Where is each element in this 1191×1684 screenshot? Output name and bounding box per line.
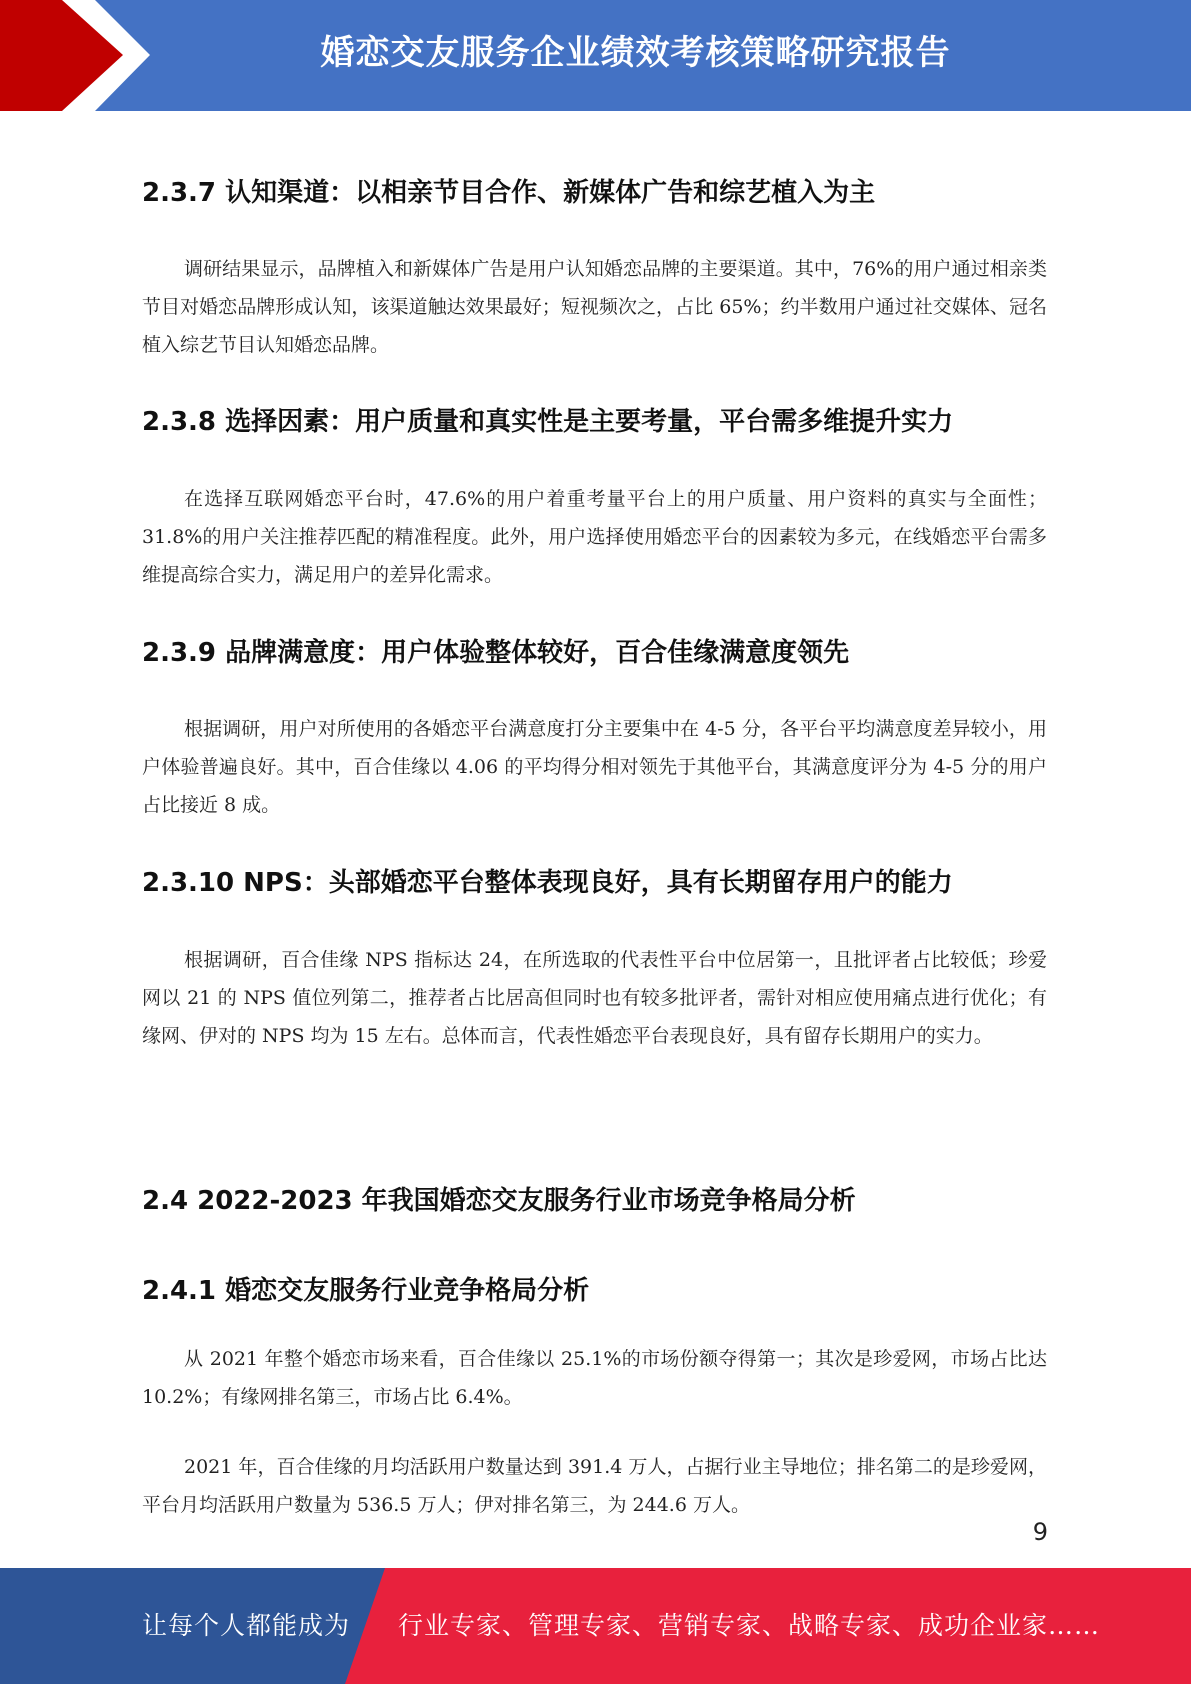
report-title: 婚恋交友服务企业绩效考核策略研究报告	[320, 33, 951, 73]
footer-slogan-left: 让每个人都能成为	[142, 1611, 351, 1640]
paragraph-2-4-1-b: 2021 年，百合佳缘的月均活跃用户数量达到 391.4 万人，占据行业主导地位；排名第二的是珍爱网，平台月均活跃用户数量为 536.5 万人；伊对排名第三，为 244.6 万人。	[142, 1456, 1047, 1516]
footer-slogan-right: 行业专家、管理专家、营销专家、战略专家、成功企业家……	[398, 1611, 1101, 1640]
section-heading-2-3-10: 2.3.10 NPS：头部婚恋平台整体表现良好，具有长期留存用户的能力	[142, 868, 953, 898]
paragraph-2-4-1-a: 从 2021 年整个婚恋市场来看，百合佳缘以 25.1%的市场份额夺得第一；其次是珍爱网，市场占比达 10.2%；有缘网排名第三，市场占比 6.4%。	[142, 1348, 1047, 1408]
section-heading-2-3-8: 2.3.8 选择因素：用户质量和真实性是主要考量，平台需多维提升实力	[142, 407, 954, 437]
paragraph-2-3-7: 调研结果显示，品牌植入和新媒体广告是用户认知婚恋品牌的主要渠道。其中，76%的用户通过相亲类节目对婚恋品牌形成认知，该渠道触达效果最好；短视频次之，占比 65%；约半数用户通过社交媒体、冠名植入综艺节目认知婚恋品牌。	[142, 258, 1047, 356]
page-header	[0, 0, 1191, 111]
page-number: 9	[1032, 1518, 1048, 1546]
section-heading-2-4-1: 2.4.1 婚恋交友服务行业竞争格局分析	[142, 1276, 590, 1306]
paragraph-2-3-8: 在选择互联网婚恋平台时，47.6%的用户着重考量平台上的用户质量、用户资料的真实与全面性；31.8%的用户关注推荐匹配的精准程度。此外，用户选择使用婚恋平台的因素较为多元，在线婚恋平台需多维提高综合实力，满足用户的差异化需求。	[142, 488, 1047, 586]
section-heading-2-4: 2.4 2022-2023 年我国婚恋交友服务行业市场竞争格局分析	[142, 1186, 856, 1216]
section-heading-2-3-7: 2.3.7 认知渠道：以相亲节目合作、新媒体广告和综艺植入为主	[142, 178, 876, 208]
paragraph-2-3-10: 根据调研，百合佳缘 NPS 指标达 24，在所选取的代表性平台中位居第一，且批评者占比较低；珍爱网以 21 的 NPS 值位列第二，推荐者占比居高但同时也有较多批评者，需针对相应使用痛点进行优化；有缘网、伊对的 NPS 均为 15 左右。总体而言，代表性婚恋平台表现良好，具有留存长期用户的实力。	[142, 949, 1047, 1047]
page-footer	[0, 1568, 1191, 1684]
section-heading-2-3-9: 2.3.9 品牌满意度：用户体验整体较好，百合佳缘满意度领先	[142, 638, 850, 668]
paragraph-2-3-9: 根据调研，用户对所使用的各婚恋平台满意度打分主要集中在 4-5 分，各平台平均满意度差异较小，用户体验普遍良好。其中，百合佳缘以 4.06 的平均得分相对领先于其他平台，其满意度评分为 4-5 分的用户占比接近 8 成。	[142, 718, 1047, 816]
